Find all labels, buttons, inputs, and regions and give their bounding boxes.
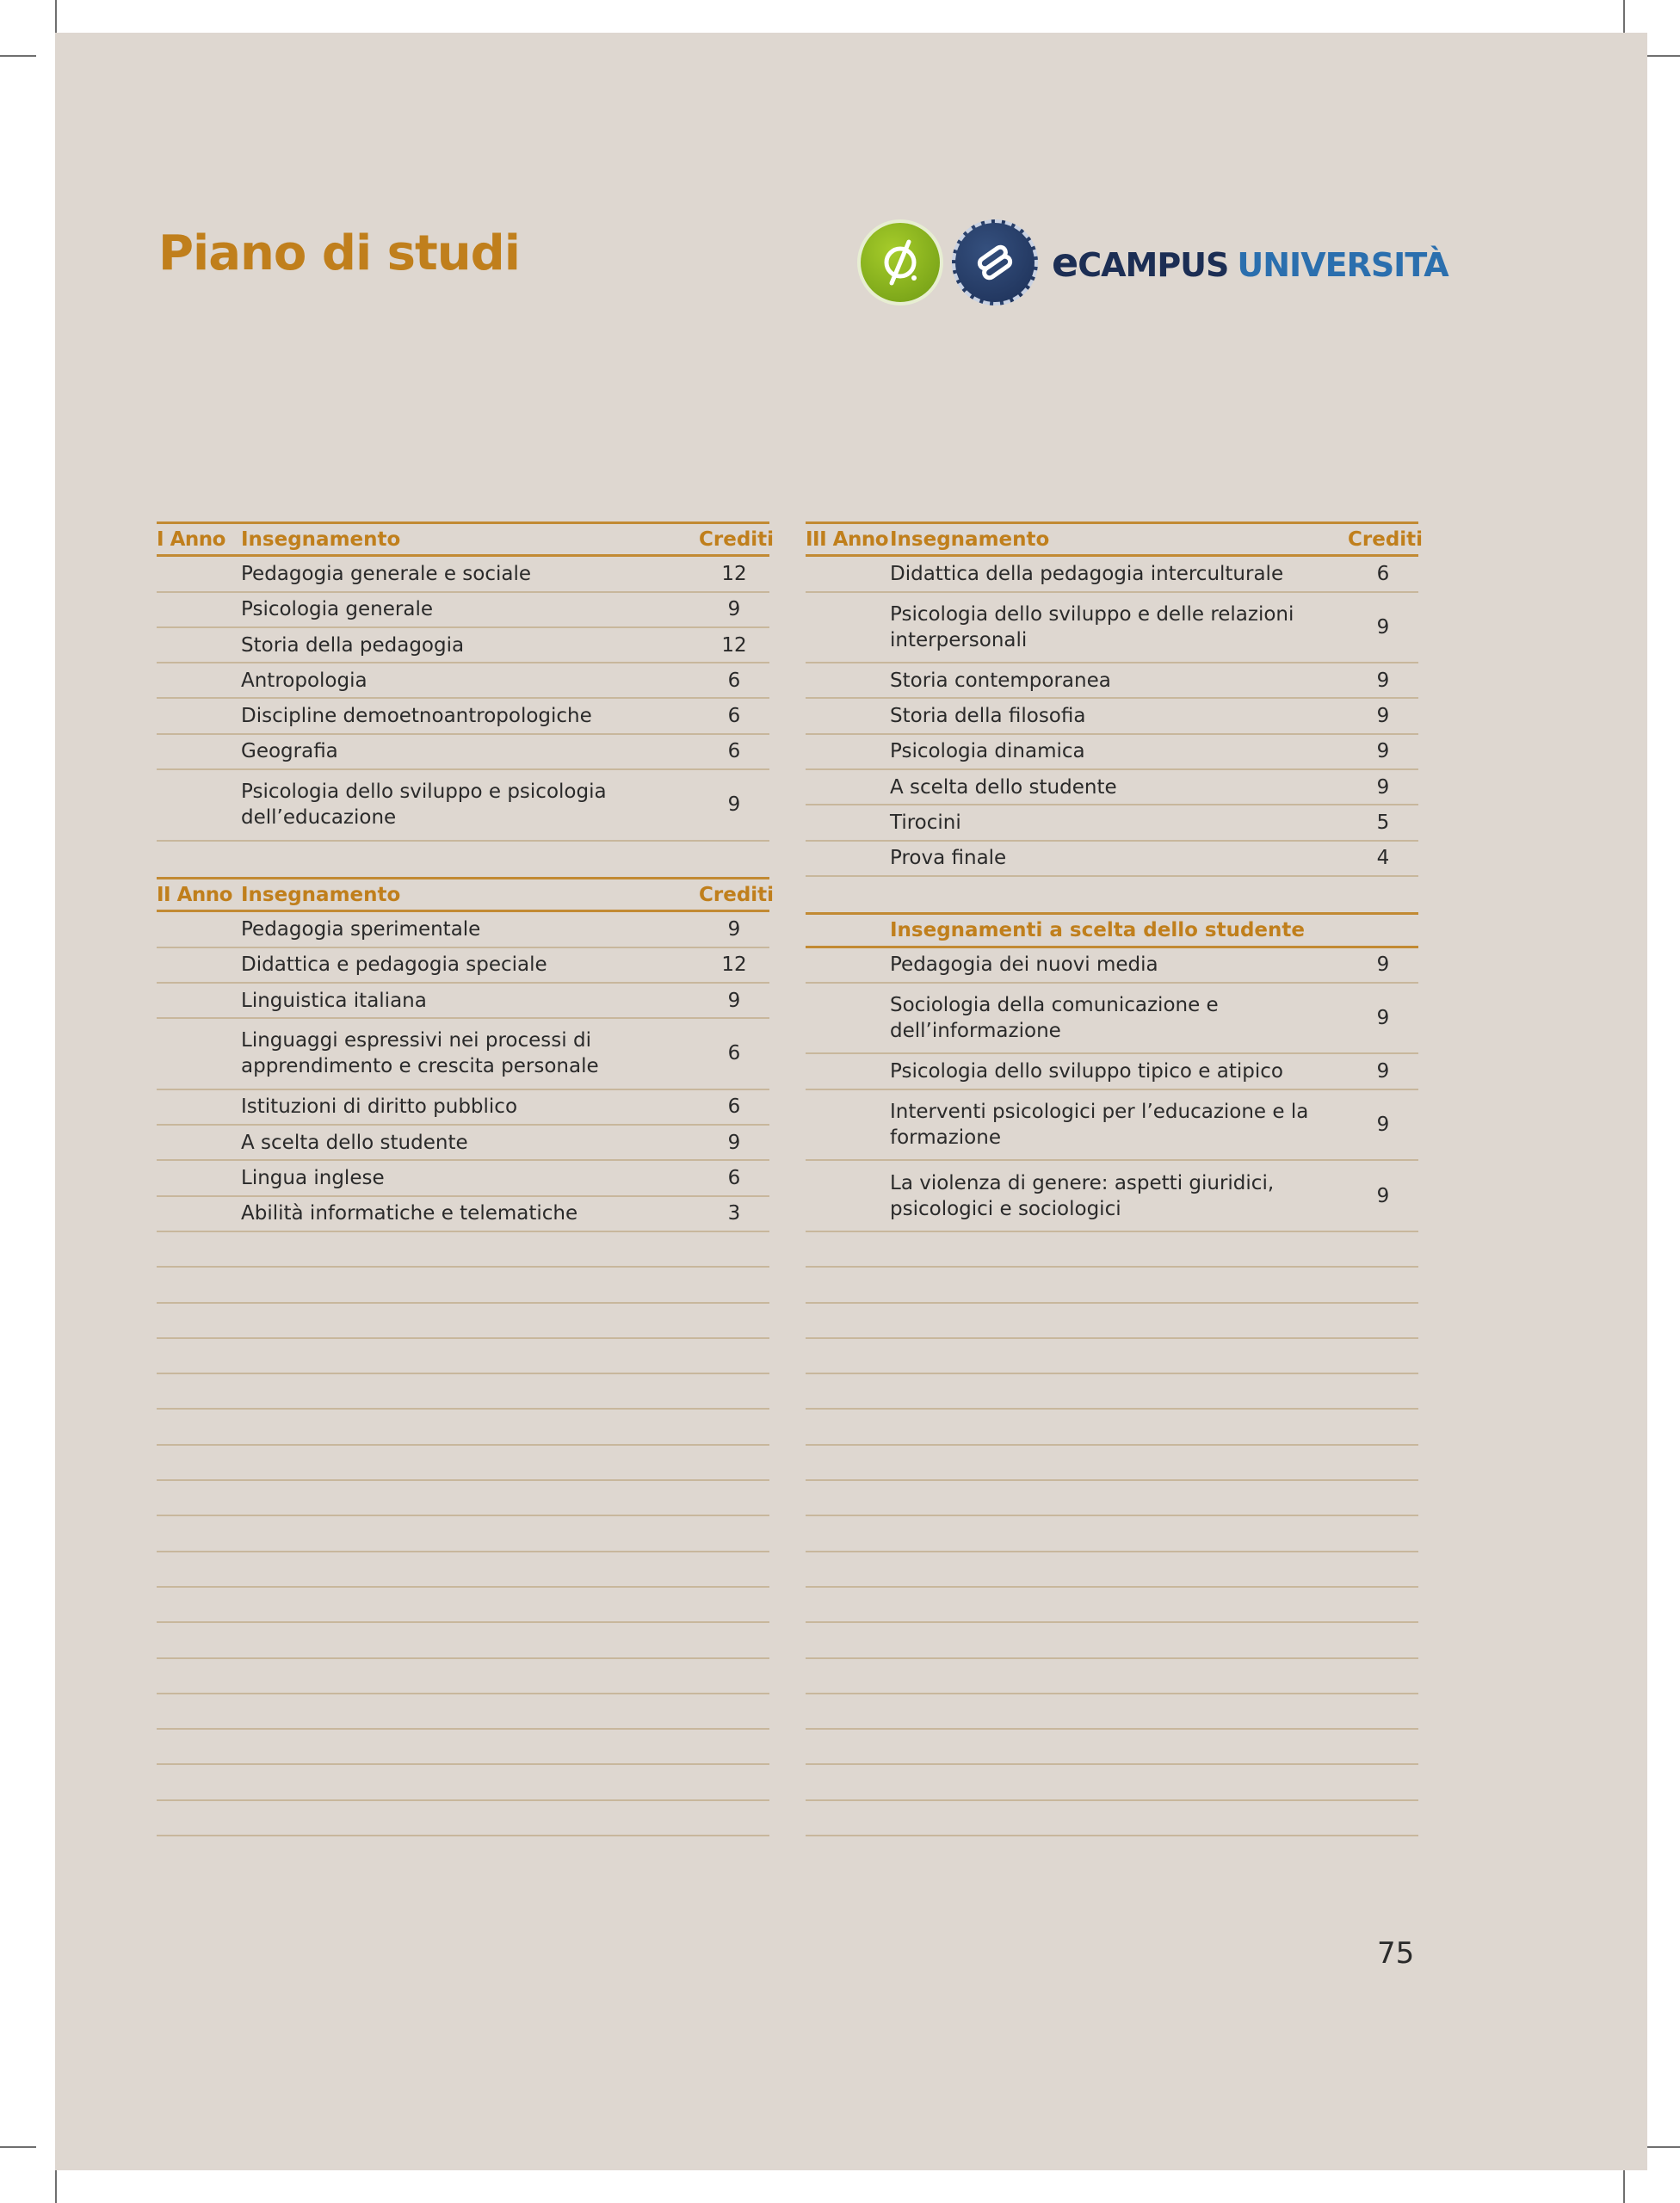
- blank-row: [157, 1410, 769, 1445]
- blank-row: [806, 1801, 1418, 1836]
- course-credits: 6: [727, 669, 741, 692]
- course-name: Geografia: [241, 740, 338, 763]
- course-credits: 6: [727, 740, 741, 763]
- anno1-col-insegnamento: Insegnamento: [241, 528, 401, 551]
- course-name: Interventi psicologici per l’educazione e la formazione: [890, 1101, 1309, 1150]
- course-credits: 9: [1376, 669, 1390, 692]
- course-name: Pedagogia dei nuovi media: [890, 953, 1158, 977]
- crop-mark: [1644, 55, 1680, 57]
- course-name: Antropologia: [241, 669, 368, 692]
- course-credits: 9: [727, 1131, 741, 1154]
- course-name: Lingua inglese: [241, 1166, 385, 1189]
- course-credits: 9: [1376, 740, 1390, 763]
- table-row: [806, 557, 1418, 592]
- course-name: Sociologia della comunicazione e dell’informazione: [890, 994, 1219, 1043]
- table-row: [806, 842, 1418, 877]
- blank-row: [157, 1765, 769, 1800]
- course-credits: 6: [727, 1095, 741, 1119]
- blank-row: [157, 1268, 769, 1303]
- blank-row: [157, 1374, 769, 1410]
- course-credits: 9: [1376, 953, 1390, 977]
- course-credits: 9: [1376, 775, 1390, 799]
- blank-row: [806, 1730, 1418, 1765]
- table-row: [157, 1090, 769, 1126]
- table-row: [806, 735, 1418, 770]
- table-row: [157, 593, 769, 628]
- crop-mark: [1644, 2146, 1680, 2148]
- crop-mark: [55, 0, 57, 33]
- ecampus-seal-icon: [952, 219, 1038, 305]
- anno2-header: [157, 877, 775, 912]
- blank-row: [806, 1765, 1418, 1800]
- ecampus-wordmark: [1052, 239, 1448, 286]
- table-row: [157, 1126, 769, 1161]
- anno1-header: [157, 521, 775, 557]
- anno2-year: II Anno: [157, 883, 232, 906]
- course-name: A scelta dello studente: [241, 1131, 468, 1154]
- blank-row: [806, 1410, 1418, 1445]
- crop-mark: [1623, 0, 1625, 33]
- table-row: [806, 663, 1418, 699]
- course-name: Didattica della pedagogia interculturale: [890, 562, 1284, 585]
- table-row: [157, 557, 769, 592]
- course-credits: 9: [727, 598, 741, 621]
- course-name: Discipline demoetnoantropologiche: [241, 705, 592, 728]
- table-row: [157, 912, 769, 947]
- course-credits: 9: [1376, 1114, 1390, 1137]
- course-credits: 9: [727, 793, 741, 817]
- blank-row: [806, 1374, 1418, 1410]
- table-row: [806, 1161, 1418, 1232]
- blank-row: [806, 1552, 1418, 1588]
- course-name: Psicologia dello sviluppo e delle relazioni interpersonali: [890, 602, 1294, 651]
- blank-row: [157, 1516, 769, 1552]
- brand-universita: UNIVERSITÀ: [1237, 246, 1448, 284]
- blank-row: [157, 1588, 769, 1623]
- blank-row: [806, 1304, 1418, 1339]
- table-row: [806, 1090, 1418, 1162]
- table-row: [806, 699, 1418, 734]
- crop-mark: [55, 2170, 57, 2203]
- anno3-header: [806, 521, 1424, 557]
- blank-row: [806, 1516, 1418, 1552]
- course-credits: 12: [721, 953, 747, 977]
- anno2-col-crediti: Crediti: [699, 883, 775, 906]
- table-row: [806, 948, 1418, 984]
- course-credits: 9: [1376, 705, 1390, 728]
- blank-row: [157, 1304, 769, 1339]
- course-credits: 9: [727, 917, 741, 941]
- brand-campus: CAMPUS: [1078, 246, 1229, 284]
- table-row: [157, 984, 769, 1019]
- course-name: Storia della pedagogia: [241, 633, 465, 657]
- logo-group: [857, 215, 1448, 310]
- course-name: Psicologia generale: [241, 598, 433, 621]
- blank-row: [806, 1481, 1418, 1516]
- table-row: [157, 1161, 769, 1196]
- anno3-col-insegnamento: Insegnamento: [890, 528, 1050, 551]
- table-row: [157, 663, 769, 699]
- course-credits: 3: [727, 1202, 741, 1225]
- blank-row: [157, 1623, 769, 1658]
- course-credits: 4: [1376, 847, 1390, 870]
- course-name: Storia della filosofia: [890, 705, 1086, 728]
- page-number: 75: [1377, 1936, 1415, 1971]
- course-credits: 9: [1376, 1060, 1390, 1083]
- course-name: Didattica e pedagogia speciale: [241, 953, 547, 977]
- anno3-year: III Anno: [806, 528, 889, 551]
- course-credits: 5: [1376, 811, 1390, 835]
- crop-mark: [0, 55, 36, 57]
- blank-row: [157, 1339, 769, 1374]
- blank-row: [157, 1801, 769, 1836]
- crop-mark: [0, 2146, 36, 2148]
- course-name: Psicologia dinamica: [890, 740, 1085, 763]
- blank-row: [157, 1730, 769, 1765]
- table-row: [157, 699, 769, 734]
- course-credits: 9: [1376, 1184, 1390, 1207]
- course-name: A scelta dello studente: [890, 775, 1117, 799]
- course-name: Linguistica italiana: [241, 989, 427, 1012]
- scelta-heading: Insegnamenti a scelta dello studente: [890, 918, 1305, 941]
- scelta-header: [806, 912, 1418, 947]
- anno3-col-crediti: Crediti: [1348, 528, 1424, 551]
- course-name: Storia contemporanea: [890, 669, 1111, 692]
- blank-row: [806, 1446, 1418, 1481]
- blank-row: [806, 1623, 1418, 1658]
- blank-row: [157, 1552, 769, 1588]
- table-row: [157, 735, 769, 770]
- blank-row: [806, 1694, 1418, 1730]
- left-column: [157, 521, 775, 1836]
- course-name: Abilità informatiche e telematiche: [241, 1202, 578, 1225]
- course-credits: 9: [1376, 1007, 1390, 1030]
- course-name: Pedagogia sperimentale: [241, 917, 481, 941]
- blank-row: [157, 1694, 769, 1730]
- course-name: Istituzioni di diritto pubblico: [241, 1095, 518, 1119]
- course-name: La violenza di genere: aspetti giuridici, psicologici e sociologici: [890, 1171, 1275, 1220]
- table-row: [806, 984, 1418, 1055]
- table-row: [806, 1054, 1418, 1089]
- course-credits: 9: [1376, 615, 1390, 639]
- blank-row: [157, 1481, 769, 1516]
- blank-row: [806, 1588, 1418, 1623]
- right-column: [806, 521, 1424, 1836]
- table-row: [157, 1197, 769, 1232]
- table-row: [157, 948, 769, 984]
- table-row: [157, 628, 769, 663]
- table-row: [157, 1019, 769, 1090]
- anno1-col-crediti: Crediti: [699, 528, 775, 551]
- blank-row: [806, 1268, 1418, 1303]
- pedagogia-seal-icon: [857, 219, 943, 305]
- crop-mark: [1623, 2170, 1625, 2203]
- anno1-year: I Anno: [157, 528, 225, 551]
- course-name: Prova finale: [890, 847, 1007, 870]
- course-name: Psicologia dello sviluppo e psicologia dell’educazione: [241, 781, 607, 830]
- course-name: Pedagogia generale e sociale: [241, 562, 532, 585]
- course-credits: 6: [727, 1166, 741, 1189]
- page-title: Piano di studi: [158, 225, 520, 281]
- course-credits: 6: [727, 1042, 741, 1065]
- blank-row: [157, 1232, 769, 1268]
- course-name: Tirocini: [890, 811, 961, 835]
- blank-row: [806, 1659, 1418, 1694]
- anno2-col-insegnamento: Insegnamento: [241, 883, 401, 906]
- blank-row: [157, 1659, 769, 1694]
- course-credits: 6: [1376, 562, 1390, 585]
- brand-e: e: [1052, 239, 1078, 286]
- table-row: [806, 805, 1418, 841]
- blank-row: [806, 1232, 1418, 1268]
- table-row: [806, 770, 1418, 805]
- table-row: [157, 770, 769, 842]
- spacer-row: [806, 877, 1418, 912]
- course-name: Psicologia dello sviluppo tipico e atipico: [890, 1060, 1283, 1083]
- course-credits: 6: [727, 705, 741, 728]
- blank-row: [806, 1339, 1418, 1374]
- course-name: Linguaggi espressivi nei processi di apprendimento e crescita personale: [241, 1029, 599, 1078]
- table-row: [806, 593, 1418, 664]
- course-credits: 12: [721, 633, 747, 657]
- spacer-row: [157, 842, 769, 877]
- course-credits: 9: [727, 989, 741, 1012]
- course-credits: 12: [721, 562, 747, 585]
- blank-row: [157, 1446, 769, 1481]
